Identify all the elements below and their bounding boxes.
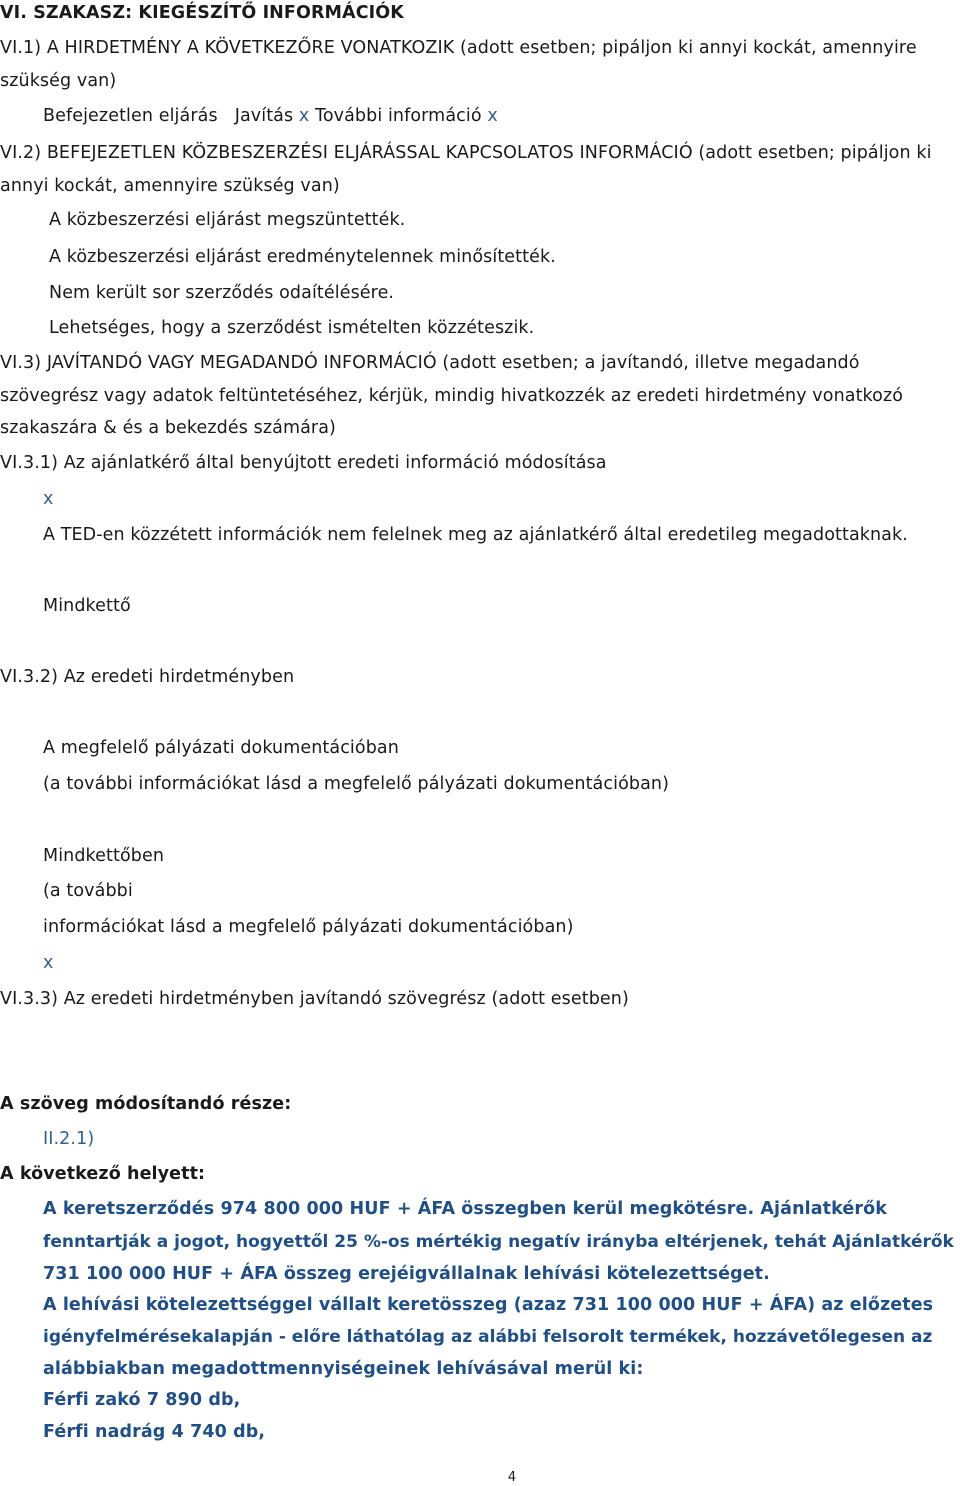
vi3-heading-line1: VI.3) JAVÍTANDÓ VAGY MEGADANDÓ INFORMÁCIÓ (adott esetben; a javítandó, illetve megadandó — [0, 353, 860, 373]
instead-text-line: 731 100 000 HUF + ÁFA összeg erejéigvállalnak lehívási kötelezettséget. — [43, 1264, 770, 1284]
vi32-both-line2: (a további — [43, 881, 133, 901]
instead-text-line: alábbiakban megadottmennyiségeinek lehívásával merül ki: — [43, 1359, 644, 1379]
option-correction: Javítás — [234, 106, 294, 126]
vi32-both-line3: információkat lásd a megfelelő pályázati dokumentációban) — [43, 917, 574, 937]
instead-text-line: A keretszerződés 974 800 000 HUF + ÁFA összegben kerül megkötésre. Ajánlatkérők — [43, 1199, 887, 1219]
instead-text-line: A lehívási kötelezettséggel vállalt keretösszeg (azaz 731 100 000 HUF + ÁFA) az előzetes — [43, 1295, 934, 1315]
option-additional-info: További információ — [315, 106, 482, 126]
modified-part-label: A szöveg módosítandó része: — [0, 1094, 292, 1114]
vi2-item: A közbeszerzési eljárást eredménytelennek minősítették. — [49, 247, 556, 267]
page-number: 4 — [507, 1470, 517, 1485]
vi31-heading: VI.3.1) Az ajánlatkérő által benyújtott eredeti információ módosítása — [0, 453, 607, 473]
vi32-docs-line1: A megfelelő pályázati dokumentációban — [43, 738, 399, 758]
instead-text-line: fenntartják a jogot, hogyettől 25 %-os mértékig negatív irányba eltérjenek, tehát Ajánlatkérők — [43, 1232, 954, 1252]
option-incomplete-procedure: Befejezetlen eljárás — [43, 106, 218, 126]
vi1-heading-line2: szükség van) — [0, 71, 117, 91]
vi3-heading-line2: szövegrész vagy adatok feltüntetéséhez, kérjük, mindig hivatkozzék az eredeti hirdetmény vonatkozó — [0, 386, 904, 406]
vi31-mark: x — [43, 489, 54, 509]
instead-text-line: Férfi nadrág 4 740 db, — [43, 1422, 266, 1442]
vi1-options-row — [43, 105, 498, 127]
vi32-heading: VI.3.2) Az eredeti hirdetményben — [0, 667, 295, 687]
vi2-item: A közbeszerzési eljárást megszüntették. — [49, 210, 406, 230]
vi1-heading-line1: VI.1) A HIRDETMÉNY A KÖVETKEZŐRE VONATKOZIK (adott esetben; pipáljon ki annyi kockát, amennyire — [0, 38, 917, 58]
instead-text-line: Férfi zakó 7 890 db, — [43, 1390, 241, 1410]
vi31-ted-option: A TED-en közzétett információk nem felelnek meg az ajánlatkérő által eredetileg megadottaknak. — [43, 525, 908, 545]
vi2-heading-line1: VI.2) BEFEJEZETLEN KÖZBESZERZÉSI ELJÁRÁSSAL KAPCSOLATOS INFORMÁCIÓ (adott esetben; pipáljon ki — [0, 143, 932, 163]
vi2-item: Lehetséges, hogy a szerződést ismételten közzéteszik. — [49, 318, 535, 338]
vi31-both-option: Mindkettő — [43, 596, 131, 616]
section-title: VI. SZAKASZ: KIEGÉSZÍTŐ INFORMÁCIÓK — [0, 3, 404, 23]
vi32-both-line1: Mindkettőben — [43, 846, 165, 866]
vi32-docs-line2: (a további információkat lásd a megfelelő pályázati dokumentációban) — [43, 774, 670, 794]
additional-info-mark: x — [487, 106, 498, 126]
vi32-mark: x — [43, 953, 54, 973]
instead-label: A következő helyett: — [0, 1164, 206, 1184]
correction-mark: x — [298, 106, 310, 126]
vi3-heading-line3: szakaszára & és a bekezdés számára) — [0, 418, 336, 438]
modified-part-value: II.2.1) — [43, 1129, 95, 1149]
vi2-item: Nem került sor szerződés odaítélésére. — [49, 283, 395, 303]
vi33-heading: VI.3.3) Az eredeti hirdetményben javítandó szövegrész (adott esetben) — [0, 989, 629, 1009]
instead-text-line: igényfelmérésekalapján - előre láthatólag az alábbi felsorolt termékek, hozzávetőlegesen az — [43, 1327, 933, 1347]
vi2-heading-line2: annyi kockát, amennyire szükség van) — [0, 176, 340, 196]
